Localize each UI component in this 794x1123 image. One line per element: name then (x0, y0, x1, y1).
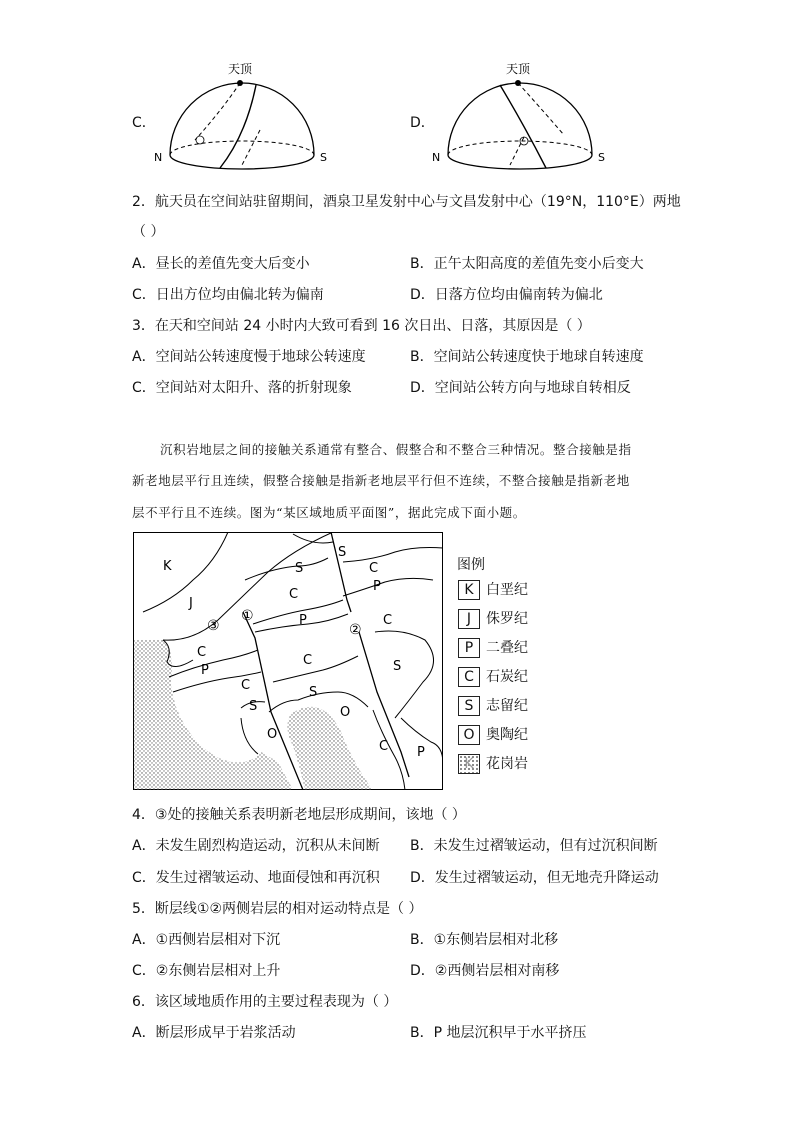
q6-option-a[interactable]: A．断层形成早于岩浆活动 (132, 1025, 296, 1041)
q2-option-a[interactable]: A．昼长的差值先变大后变小 (132, 256, 310, 272)
legend-symbol: K (458, 580, 480, 600)
label-o-mid: O (340, 705, 351, 720)
q5-option-c[interactable]: C．②东侧岩层相对上升 (132, 963, 281, 979)
passage-line-1: 沉积岩地层之间的接触关系通常有整合、假整合和不整合三种情况。整合接触是指 (160, 442, 632, 457)
q3-option-d[interactable]: D．空间站公转方向与地球自转相反 (410, 380, 631, 396)
q6-stem: 6．该区域地质作用的主要过程表现为（ ） (132, 994, 398, 1010)
south-label: S (598, 151, 605, 164)
q2-paren: （ ） (132, 224, 165, 240)
q6-option-b[interactable]: B．P 地层沉积早于水平挤压 (410, 1025, 587, 1041)
legend-label: 白垩纪 (486, 582, 528, 598)
label-o-west: O (267, 727, 278, 742)
q4-stem: 4．③处的接触关系表明新老地层形成期间，该地（ ） (132, 807, 466, 823)
label-s-top: S (338, 545, 347, 560)
label-p-east: P (373, 579, 381, 594)
q3-option-b[interactable]: B．空间站公转速度快于地球自转速度 (410, 349, 644, 365)
q3-option-c[interactable]: C．空间站对太阳升、落的折射现象 (132, 380, 352, 396)
zenith-label: 天顶 (506, 62, 531, 76)
horizon-front (170, 155, 314, 169)
north-label: N (432, 151, 441, 164)
label-2: ② (349, 622, 362, 638)
sun-path-solid (220, 85, 256, 168)
q2-option-d[interactable]: D．日落方位均由偏南转为偏北 (410, 287, 603, 303)
label-c-east: C (369, 561, 379, 576)
q5-option-d[interactable]: D．②西侧岩层相对南移 (410, 963, 560, 979)
q2-stem: 2．航天员在空间站驻留期间，酒泉卫星发射中心与文昌发射中心（19°N，110°E）两地 (132, 194, 681, 210)
legend-symbol: P (458, 638, 480, 658)
legend-symbol: O (458, 725, 480, 745)
sky-dome (170, 83, 314, 155)
legend-symbol: J (458, 609, 480, 629)
label-c-mid: C (303, 653, 313, 668)
q2-option-b[interactable]: B．正午太阳高度的差值先变小后变大 (410, 256, 644, 272)
sun-path-dashed-2 (242, 130, 260, 165)
label-c-1: C (289, 587, 299, 602)
south-label: S (320, 151, 327, 164)
horizon-front (448, 155, 592, 169)
north-label: N (154, 151, 163, 164)
horizon-back (170, 141, 314, 155)
label-c-east-2: C (383, 613, 393, 628)
label-s-mid: S (309, 685, 318, 700)
q3-stem: 3．在天和空间站 24 小时内大致可看到 16 次日出、日落，其原因是（ ） (132, 318, 591, 334)
label-s-east: S (393, 659, 402, 674)
q4-option-d[interactable]: D．发生过褶皱运动，但无地壳升降运动 (410, 870, 659, 886)
label-3: ③ (207, 618, 220, 634)
q4-option-c[interactable]: C．发生过褶皱运动、地面侵蚀和再沉积 (132, 870, 380, 886)
sun-path-diagram-d (428, 55, 628, 170)
sun-path-diagram-c (150, 55, 350, 170)
sun-path-dashed-1 (195, 83, 240, 140)
legend-label: 花岗岩 (486, 756, 528, 772)
q2-option-c[interactable]: C．日出方位均由偏北转为偏南 (132, 287, 324, 303)
horizon-back (448, 141, 592, 155)
q4-option-b[interactable]: B．未发生过褶皱运动，但有过沉积间断 (410, 838, 658, 854)
legend-symbol: C (458, 667, 480, 687)
label-c-west-2: C (241, 678, 251, 693)
label-p-west: P (201, 663, 209, 678)
legend-label: 志留纪 (486, 698, 528, 714)
label-p-south: P (417, 745, 425, 760)
sun-icon (196, 136, 204, 144)
option-d-label: D． (410, 115, 435, 131)
legend-symbol: S (458, 696, 480, 716)
label-1: ① (241, 608, 254, 624)
q5-stem: 5．断层线①②两侧岩层的相对运动特点是（ ） (132, 901, 423, 917)
label-s-west: S (249, 699, 258, 714)
q4-option-a[interactable]: A．未发生剧烈构造运动，沉积从未间断 (132, 838, 380, 854)
label-p-mid: P (299, 613, 307, 628)
geologic-map (133, 532, 443, 790)
q3-option-a[interactable]: A．空间站公转速度慢于地球公转速度 (132, 349, 366, 365)
legend-symbol-granite: K (458, 754, 480, 774)
label-j: J (189, 596, 193, 611)
legend-label: 石炭纪 (486, 669, 528, 685)
passage-line-2: 新老地层平行且连续，假整合接触是指新老地层平行但不连续，不整合接触是指新老地 (132, 473, 630, 488)
legend-label: 二叠纪 (486, 640, 528, 656)
sun-path-solid (500, 85, 546, 168)
legend-label: 奥陶纪 (486, 727, 528, 743)
passage-line-3: 层不平行且不连续。图为“某区域地质平面图”，据此完成下面小题。 (132, 505, 526, 520)
label-s-2: S (295, 561, 304, 576)
option-c-label: C． (132, 115, 156, 131)
legend-title: 图例 (457, 557, 485, 573)
label-c-south: C (379, 739, 389, 754)
zenith-label: 天顶 (228, 62, 253, 76)
label-k: K (163, 559, 172, 574)
q5-option-a[interactable]: A．①西侧岩层相对下沉 (132, 932, 281, 948)
legend-label: 侏罗纪 (486, 611, 528, 627)
label-c-west: C (197, 645, 207, 660)
q5-option-b[interactable]: B．①东侧岩层相对北移 (410, 932, 559, 948)
